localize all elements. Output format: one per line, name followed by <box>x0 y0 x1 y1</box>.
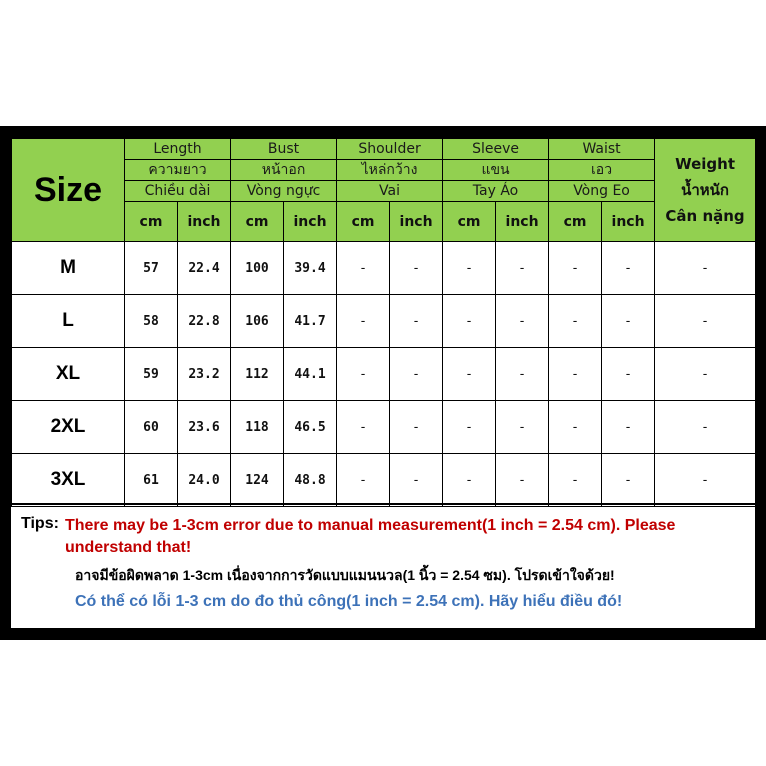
unit-cm: cm <box>125 202 178 242</box>
shoulder-inch-cell: - <box>390 454 443 507</box>
table-row <box>12 348 756 401</box>
unit-cm: cm <box>443 202 496 242</box>
length-inch-cell: 23.6 <box>178 401 231 454</box>
waist-cm-cell: - <box>549 454 602 507</box>
table-row <box>12 242 756 295</box>
shoulder-inch-cell: - <box>390 348 443 401</box>
sleeve-header-vi: Tay Áo <box>443 181 549 202</box>
sleeve-cm-cell: - <box>443 348 496 401</box>
sleeve-cm-cell: - <box>443 401 496 454</box>
bust-inch-cell: 48.8 <box>284 454 337 507</box>
unit-cm: cm <box>549 202 602 242</box>
length-cm-cell: 60 <box>125 401 178 454</box>
sleeve-inch-cell: - <box>496 295 549 348</box>
length-header-en: Length <box>125 139 231 160</box>
waist-cm-cell: - <box>549 242 602 295</box>
bust-cm-cell: 118 <box>231 401 284 454</box>
shoulder-header-th: ไหล่กว้าง <box>337 160 443 181</box>
size-header: Size <box>12 139 125 242</box>
shoulder-cm-cell: - <box>337 348 390 401</box>
tips-thai-text: อาจมีข้อผิดพลาด 1-3cm เนื่องจากการวัดแบบแมนนวล(1 นิ้ว = 2.54 ซม). โปรดเข้าใจด้วย! <box>75 567 615 583</box>
shoulder-cm-cell: - <box>337 295 390 348</box>
weight-cell: - <box>655 242 756 295</box>
table-row <box>12 295 756 348</box>
bust-header-en: Bust <box>231 139 337 160</box>
size-chart-table <box>11 138 756 507</box>
unit-inch: inch <box>602 202 655 242</box>
waist-inch-cell: - <box>602 401 655 454</box>
unit-inch: inch <box>390 202 443 242</box>
sleeve-cm-cell: - <box>443 242 496 295</box>
length-cm-cell: 59 <box>125 348 178 401</box>
length-cm-cell: 61 <box>125 454 178 507</box>
waist-cm-cell: - <box>549 348 602 401</box>
shoulder-cm-cell: - <box>337 454 390 507</box>
length-cm-cell: 58 <box>125 295 178 348</box>
length-inch-cell: 23.2 <box>178 348 231 401</box>
unit-inch: inch <box>496 202 549 242</box>
bust-cm-cell: 112 <box>231 348 284 401</box>
unit-inch: inch <box>178 202 231 242</box>
shoulder-inch-cell: - <box>390 295 443 348</box>
size-cell: 3XL <box>12 454 125 507</box>
bust-cm-cell: 106 <box>231 295 284 348</box>
weight-header-en: Weight <box>675 155 735 173</box>
length-header-th: ความยาว <box>125 160 231 181</box>
sleeve-cm-cell: - <box>443 454 496 507</box>
sleeve-inch-cell: - <box>496 454 549 507</box>
table-row <box>12 401 756 454</box>
weight-cell: - <box>655 401 756 454</box>
waist-cm-cell: - <box>549 295 602 348</box>
unit-inch: inch <box>284 202 337 242</box>
sleeve-inch-cell: - <box>496 348 549 401</box>
size-cell: 2XL <box>12 401 125 454</box>
sleeve-header-en: Sleeve <box>443 139 549 160</box>
weight-cell: - <box>655 295 756 348</box>
size-cell: L <box>12 295 125 348</box>
tips-english-text: There may be 1-3cm error due to manual measurement(1 inch = 2.54 cm). Please understand that! <box>64 517 676 556</box>
tips-vietnamese-text: Có thể có lỗi 1-3 cm do đo thủ công(1 inch = 2.54 cm). Hãy hiểu điều đó! <box>75 593 623 610</box>
waist-inch-cell: - <box>602 295 655 348</box>
waist-header-en: Waist <box>549 139 655 160</box>
bust-cm-cell: 124 <box>231 454 284 507</box>
weight-header-vi: Cân nặng <box>665 207 745 225</box>
bust-inch-cell: 44.1 <box>284 348 337 401</box>
shoulder-cm-cell: - <box>337 242 390 295</box>
tips-section <box>11 503 755 628</box>
shoulder-header-vi: Vai <box>337 181 443 202</box>
unit-cm: cm <box>337 202 390 242</box>
size-chart-frame <box>0 126 766 640</box>
length-inch-cell: 22.4 <box>178 242 231 295</box>
bust-inch-cell: 46.5 <box>284 401 337 454</box>
tips-label: Tips: <box>21 515 59 532</box>
size-chart-sheet <box>11 138 755 628</box>
length-inch-cell: 24.0 <box>178 454 231 507</box>
waist-inch-cell: - <box>602 242 655 295</box>
shoulder-inch-cell: - <box>390 242 443 295</box>
bust-inch-cell: 41.7 <box>284 295 337 348</box>
sleeve-inch-cell: - <box>496 401 549 454</box>
bust-inch-cell: 39.4 <box>284 242 337 295</box>
weight-cell: - <box>655 454 756 507</box>
shoulder-header-en: Shoulder <box>337 139 443 160</box>
waist-header-vi: Vòng Eo <box>549 181 655 202</box>
table-row <box>12 454 756 507</box>
length-cm-cell: 57 <box>125 242 178 295</box>
bust-header-vi: Vòng ngực <box>231 181 337 202</box>
size-cell: M <box>12 242 125 295</box>
shoulder-inch-cell: - <box>390 401 443 454</box>
waist-inch-cell: - <box>602 348 655 401</box>
weight-header-th: น้ำหนัก <box>681 181 729 199</box>
shoulder-cm-cell: - <box>337 401 390 454</box>
sleeve-cm-cell: - <box>443 295 496 348</box>
sleeve-inch-cell: - <box>496 242 549 295</box>
waist-cm-cell: - <box>549 401 602 454</box>
waist-inch-cell: - <box>602 454 655 507</box>
weight-header <box>655 139 756 242</box>
length-header-vi: Chiều dài <box>125 181 231 202</box>
sleeve-header-th: แขน <box>443 160 549 181</box>
bust-header-th: หน้าอก <box>231 160 337 181</box>
tips-english-line <box>21 515 745 559</box>
waist-header-th: เอว <box>549 160 655 181</box>
bust-cm-cell: 100 <box>231 242 284 295</box>
length-inch-cell: 22.8 <box>178 295 231 348</box>
size-cell: XL <box>12 348 125 401</box>
unit-cm: cm <box>231 202 284 242</box>
weight-cell: - <box>655 348 756 401</box>
